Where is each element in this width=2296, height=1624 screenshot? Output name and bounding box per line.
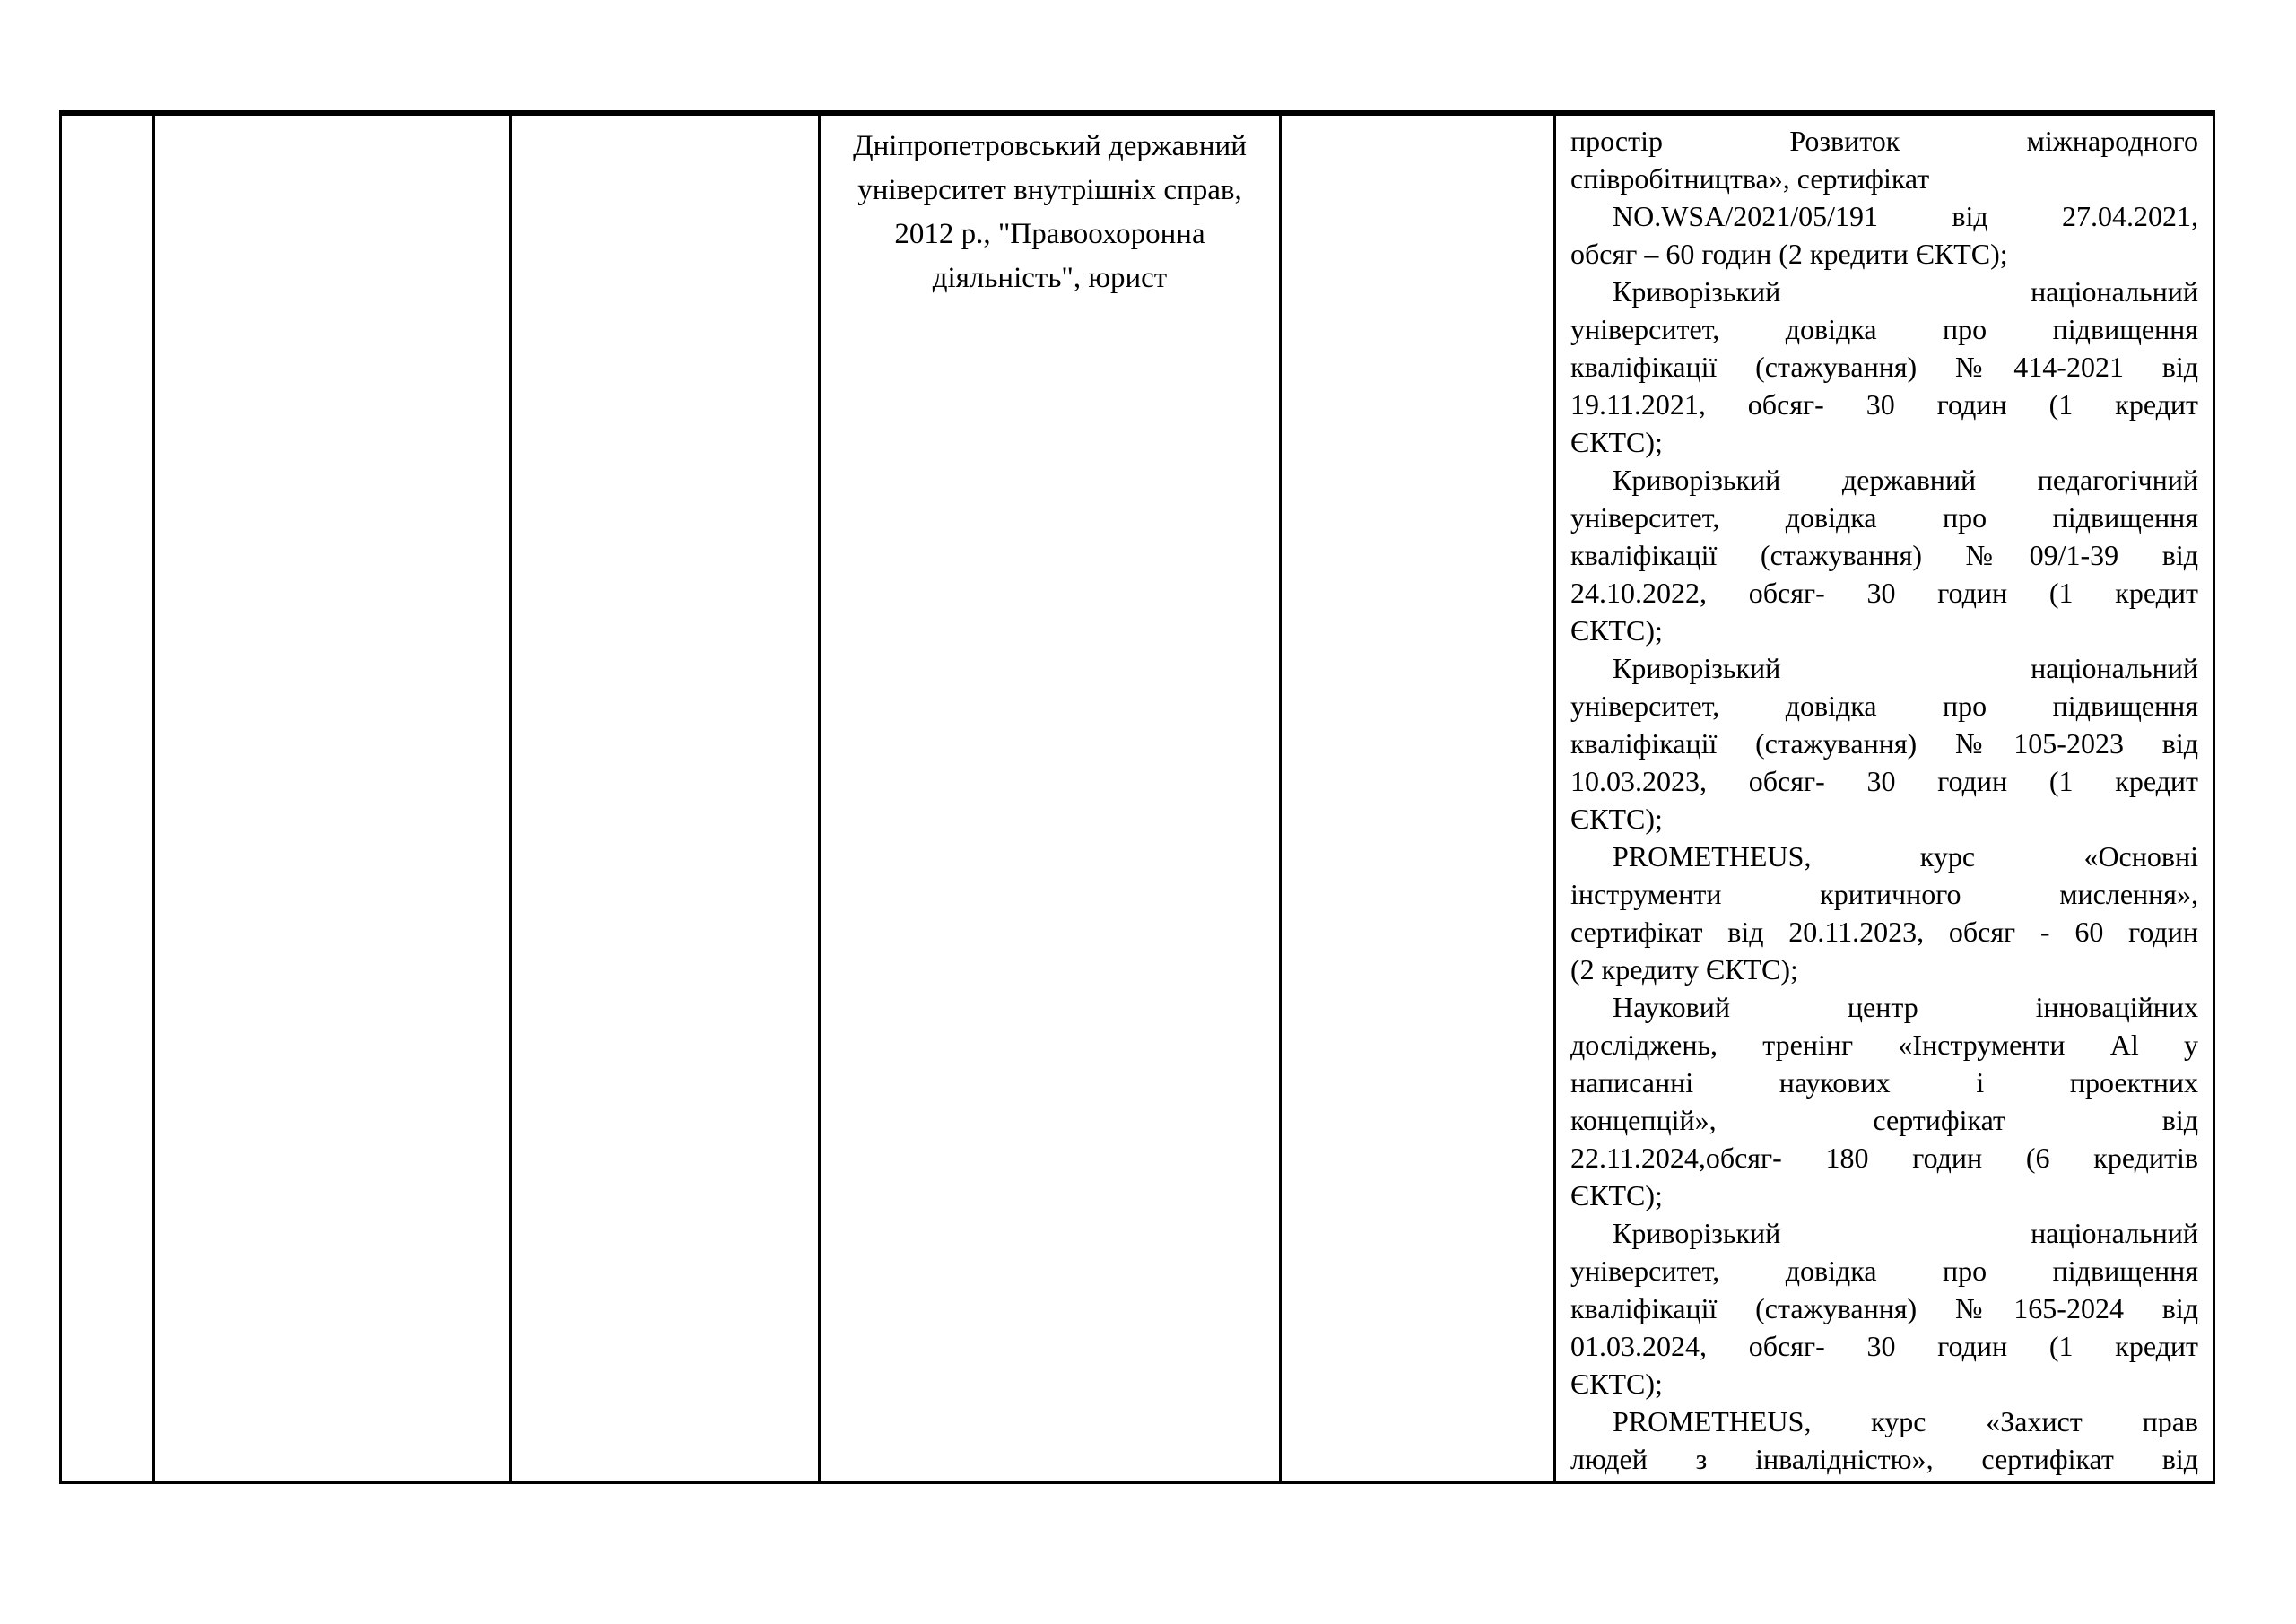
education-text-line: 2012 р., "Правоохоронна [894,218,1205,250]
qualification-text-line: сертифікат від 20.11.2023, обсяг - 60 годин [1570,916,2198,948]
staff-qualification-table [59,110,2215,1484]
table-cell-education [821,116,1282,1481]
qualification-text-line: 24.10.2022, обсяг- 30 годин (1 кредит [1570,577,2198,609]
qualification-text-line: ЄКТС); [1570,614,1663,647]
education-text-block [821,116,1279,300]
table-cell-number [62,116,155,1481]
qualification-text-line: NO.WSA/2021/05/191 від 27.04.2021, [1613,200,2198,232]
qualification-text-line: університет, довідка про підвищення [1570,1255,2198,1287]
table-cell-qualification [1556,116,2213,1481]
qualification-text-line: університет, довідка про підвищення [1570,313,2198,345]
table-cell-empty-5 [1282,116,1556,1481]
qualification-text-line: Криворізький національний [1613,652,2198,684]
qualification-text-line: ЄКТС); [1570,1179,1663,1211]
qualification-text-line: PROMETHEUS, курс «Основні [1613,840,2198,873]
qualification-text-line: Криворізький національний [1613,275,2198,308]
qualification-text-line: ЄКТС); [1570,426,1663,458]
qualification-text-line: кваліфікації (стажування) №105-2023 від [1570,727,2198,760]
qualification-text-line: (2 кредиту ЄКТС); [1570,953,1798,986]
qualification-text-line: Криворізький державний педагогічний [1613,464,2198,496]
qualification-text-line: університет, довідка про підвищення [1570,501,2198,534]
qualification-text-line: PROMETHEUS, курс «Захист прав [1613,1405,2198,1437]
education-text-line: Дніпропетровський державний [853,130,1247,162]
qualification-text-line: написанні наукових і проектних [1570,1066,2198,1099]
education-text-line: діяльність", юрист [932,262,1168,294]
qualification-text-line: людей з інвалідністю», сертифікат від [1570,1443,2198,1475]
qualification-text-line: університет, довідка про підвищення [1570,690,2198,722]
qualification-text-line: концепцій», сертифікат від [1570,1104,2198,1136]
qualification-text-line: співробітництва», сертифікат [1570,162,1930,195]
qualification-text-line: 19.11.2021, обсяг- 30 годин (1 кредит [1570,388,2198,421]
table-cell-empty-3 [512,116,821,1481]
qualification-text-line: 22.11.2024,обсяг- 180 годин (6 кредитів [1570,1142,2198,1174]
qualification-text-line: кваліфікації (стажування) №165-2024 від [1570,1292,2198,1324]
qualification-text-line: Науковий центр інноваційних [1613,991,2198,1023]
qualification-text-line: інструменти критичного мислення», [1570,878,2198,910]
qualification-text-line: простір Розвиток міжнародного [1570,125,2198,157]
qualification-text-block [1556,116,2213,1478]
education-text-line: університет внутрішніх справ, [857,174,1242,206]
qualification-text-line: ЄКТС); [1570,1368,1663,1400]
qualification-text-line: кваліфікації (стажування) №414-2021 від [1570,351,2198,383]
qualification-text-line: ЄКТС); [1570,803,1663,835]
qualification-text-line: Криворізький національний [1613,1217,2198,1249]
table-cell-empty-2 [155,116,512,1481]
qualification-text-line: обсяг – 60 годин (2 кредити ЄКТС); [1570,238,2008,270]
qualification-text-line: 01.03.2024, обсяг- 30 годин (1 кредит [1570,1330,2198,1362]
qualification-text-line: досліджень, тренінг «Інструменти Al у [1570,1029,2198,1061]
qualification-text-line: кваліфікації (стажування) №09/1-39 від [1570,539,2198,571]
qualification-text-line: 10.03.2023, обсяг- 30 годин (1 кредит [1570,765,2198,797]
